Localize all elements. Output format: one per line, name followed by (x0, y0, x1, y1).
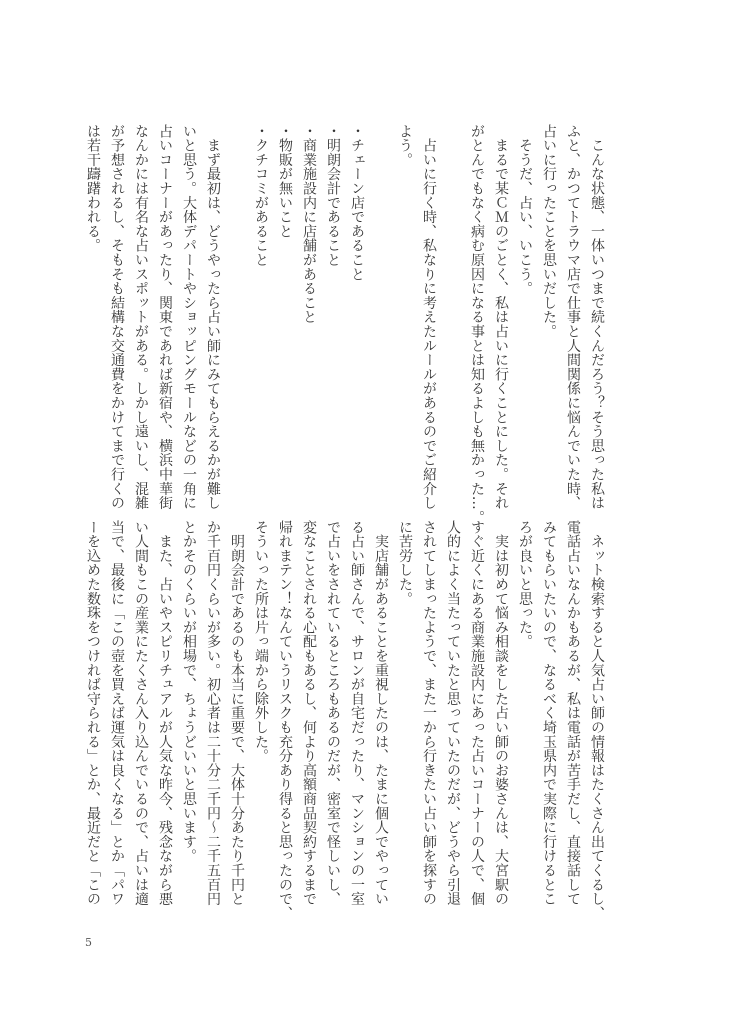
text-column: 当で、最後に「この壺を買えば運気は良くなる」とか「パワ (109, 520, 125, 907)
text-column: 電話占いなんかもあるが、私は電話が苦手だし、直接話して (565, 520, 581, 907)
text-column: ・チェーン店であること (349, 124, 365, 282)
text-column: ・クチコミがあること (253, 124, 269, 267)
text-column: 人的によく当たっていたと思っていたのだが、どうやら引退 (445, 520, 461, 907)
text-column: 帰れまテン！なんていうリスクも充分あり得ると思ったので、 (277, 520, 293, 921)
text-column: まず最初は、どうやったら占い師にみてもらえるかが難し (205, 124, 221, 511)
text-column (225, 124, 249, 524)
text-column: いと思う。大体デパートやショッピングモールなどの一角に (181, 124, 197, 511)
text-column: 実店舗があることを重視したのは、たまに個人でやってい (373, 520, 389, 907)
text-column: 実は初めて悩み相談をした占い師のお婆さんは、大宮駅の (493, 520, 509, 907)
text-column: 占いに行く時、私なりに考えたルールがあるのでご紹介し (421, 124, 437, 511)
page-number: 5 (85, 936, 92, 949)
text-column: ・明朗会計であること (325, 124, 341, 267)
text-column: まるで某ＣＭのごとく、私は占いに行くことにした。それ (493, 124, 509, 511)
text-column: ・物販が無いこと (277, 124, 293, 239)
text-column: なんかには有名な占いスポットがある。しかし遠いし、混雑 (133, 124, 149, 511)
text-column: そういった所は片っ端から除外した。 (253, 520, 269, 764)
text-column: こんな状態、一体いつまで続くんだろう？そう思った私は (589, 124, 605, 511)
text-column: ネット検索すると人気占い師の情報はたくさん出てくるし、 (589, 520, 605, 921)
text-column: か千百円くらいが多い。初心者は二十分二千円～二千五百円 (205, 520, 221, 907)
text-column: ろが良いと思った。 (517, 520, 533, 649)
text-column: い人間もこの産業にたくさん入り込んでいるので、占いは適 (133, 520, 149, 907)
text-column: がとんでもなく病む原因になる事とは知るよしも無かった…。 (469, 124, 485, 525)
text-column: が予想されるし、そもそも結構な交通費をかけてまで行くの (109, 124, 125, 511)
text-column: 占いに行ったことを思いだした。 (541, 124, 557, 339)
text-column: ふと、かつてトラウマ店で仕事と人間関係に悩んでいた時、 (565, 124, 581, 511)
text-column: は若干躊躇われる。 (85, 124, 101, 253)
text-column: で占いをされているところもあるのだが、密室で怪しいし、 (325, 520, 341, 907)
text-column: そうだ、占い、いこう。 (517, 124, 533, 296)
text-column: よう。 (397, 124, 413, 167)
text-column: る占い師さんで、サロンが自宅だったり、マンションの一室 (349, 520, 365, 907)
text-column: ・商業施設内に店舗があること (301, 124, 317, 325)
text-column: とかそのくらいが相場で、ちょうどいいと思います。 (181, 520, 197, 864)
text-column: 変なことされる心配もあるし、何より高額商品契約するまで (301, 520, 317, 907)
text-column: みてもらいたいので、なるべく埼玉県内で実際に行けるとこ (541, 520, 557, 907)
text-column: ーを込めた数珠をつければ守られる」とか、最近だと「この (85, 520, 101, 907)
upper-text-block (81, 124, 609, 524)
text-column: すぐ近くにある商業施設内にあった占いコーナーの人で、個 (469, 520, 485, 907)
text-column: 明朗会計であるのも本当に重要で、大体十分あたり千円と (229, 520, 245, 907)
text-column: に苦労した。 (397, 520, 413, 606)
text-column: 占いコーナーがあったり、関東であれば新宿や、横浜中華街 (157, 124, 173, 511)
lower-text-block (81, 520, 609, 920)
text-column: また、占いやスピリチュアルが人気な昨今、残念ながら悪 (157, 520, 173, 907)
text-column (441, 124, 465, 524)
text-column (369, 124, 393, 524)
text-column: されてしまったようで、また一から行きたい占い師を探すの (421, 520, 437, 907)
